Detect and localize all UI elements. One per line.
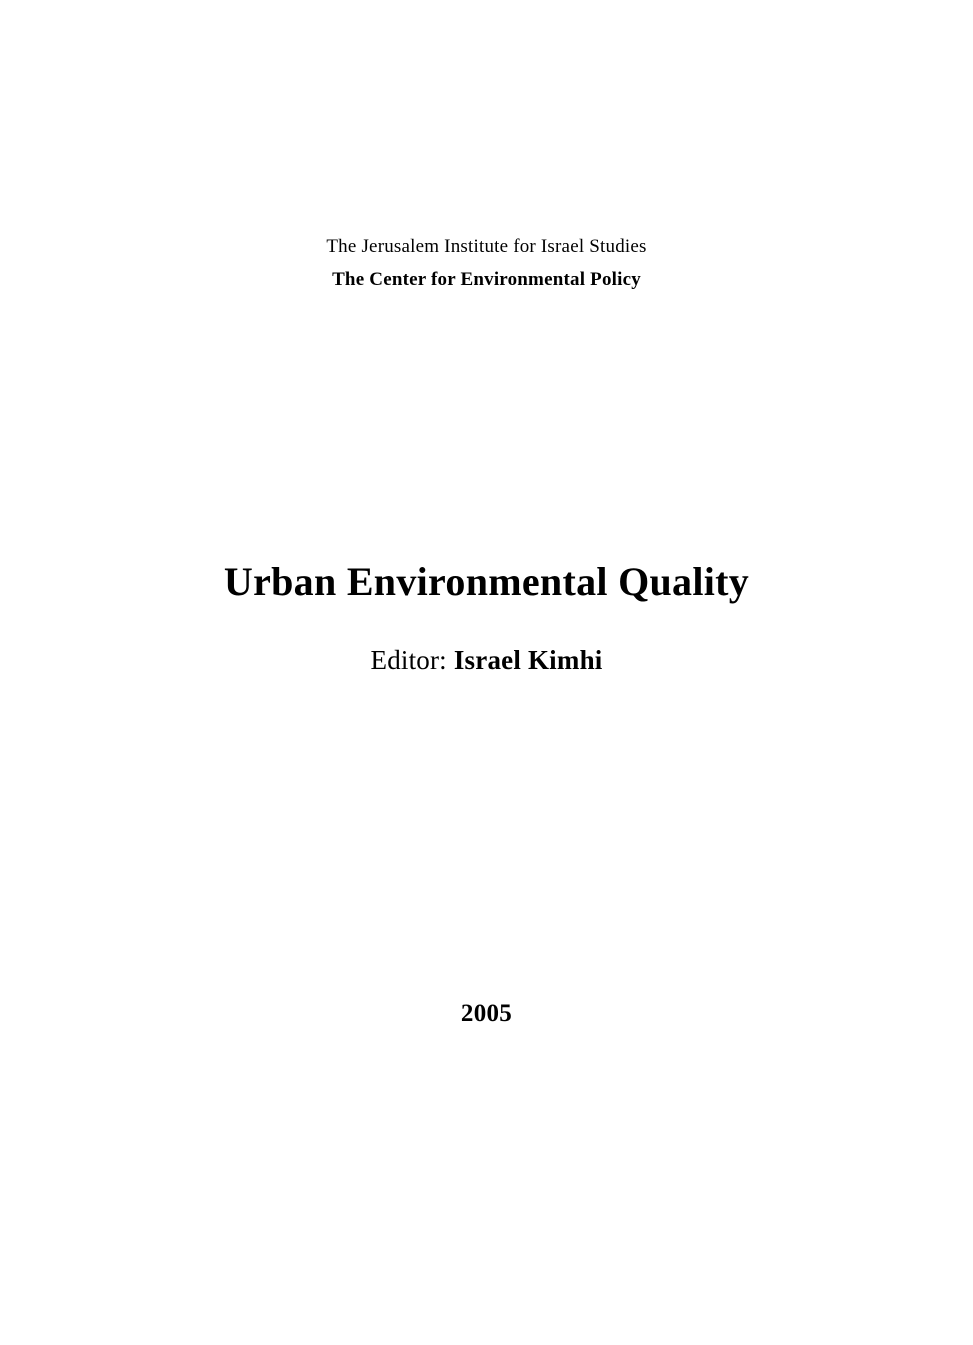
publisher-institute-line: The Jerusalem Institute for Israel Studies bbox=[326, 236, 647, 257]
editor-credit bbox=[0, 643, 973, 677]
editor-name: Israel Kimhi bbox=[453, 645, 603, 675]
editor-label: Editor: bbox=[370, 645, 447, 675]
page-title: Urban Environmental Quality bbox=[223, 559, 750, 604]
publisher-center-line: The Center for Environmental Policy bbox=[332, 269, 641, 290]
publication-year: 2005 bbox=[460, 1000, 513, 1027]
